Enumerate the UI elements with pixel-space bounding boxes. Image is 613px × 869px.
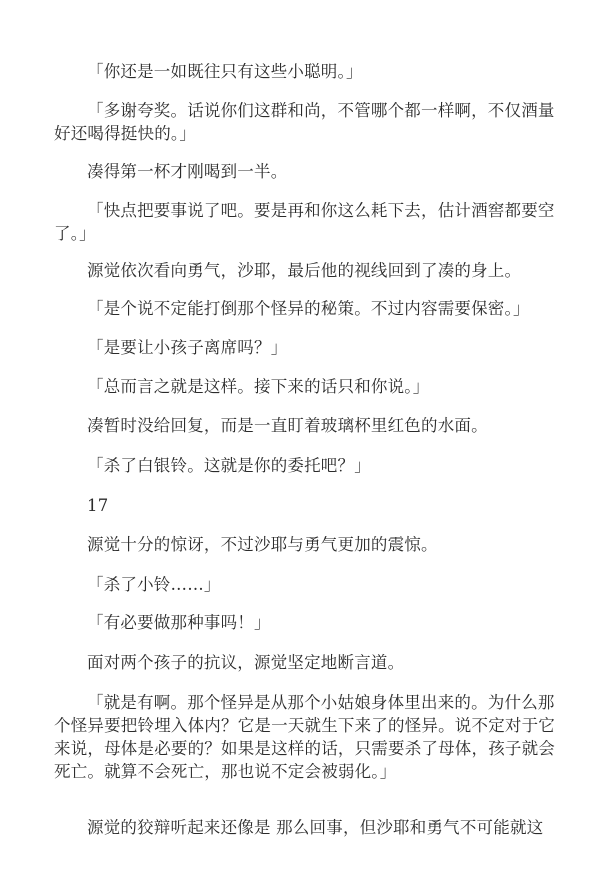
paragraph-16: 源觉的狡辩听起来还像是 那么回事，但沙耶和勇气不可能就这 <box>87 818 544 837</box>
paragraph-3: 凑得第一杯才刚喝到一半。 <box>87 162 288 181</box>
page-number: 17 <box>87 496 109 515</box>
paragraph-14: 面对两个孩子的抗议，源觉坚定地断言道。 <box>87 653 405 672</box>
paragraph-13: 「有必要做那种事吗！」 <box>87 613 271 632</box>
paragraph-15: 「就是有啊。那个怪异是从那个小姑娘身体里出来的。为什么那个怪异要把铃埋入体内？它是一天就生下来了的怪异。说不定对于它来说，母体是必要的？如果是这样的话，只需要杀了母体，孩子就会死亡。就算不会死亡，那也说不定会被弱化。」 <box>54 693 555 781</box>
paragraph-7: 「是要让小孩子离席吗？」 <box>87 338 288 357</box>
paragraph-11: 源觉十分的惊讶，不过沙耶与勇气更加的震惊。 <box>87 535 438 554</box>
paragraph-2: 「多谢夸奖。话说你们这群和尚，不管哪个都一样啊，不仅酒量好还喝得挺快的。」 <box>54 101 555 143</box>
paragraph-1: 「你还是一如既往只有这些小聪明。」 <box>87 62 363 81</box>
paragraph-6: 「是个说不定能打倒那个怪异的秘策。不过内容需要保密。」 <box>87 299 530 318</box>
paragraph-8: 「总而言之就是这样。接下来的话只和你说。」 <box>87 377 430 396</box>
paragraph-5: 源觉依次看向勇气，沙耶，最后他的视线回到了凑的身上。 <box>87 261 522 280</box>
paragraph-4: 「快点把要事说了吧。要是再和你这么耗下去，估计酒窖都要空了。」 <box>54 201 555 243</box>
paragraph-10: 「杀了白银铃。这就是你的委托吧？」 <box>87 456 371 475</box>
paragraph-12: 「杀了小铃……」 <box>87 575 221 594</box>
paragraph-9: 凑暂时没给回复，而是一直盯着玻璃杯里红色的水面。 <box>87 416 488 435</box>
